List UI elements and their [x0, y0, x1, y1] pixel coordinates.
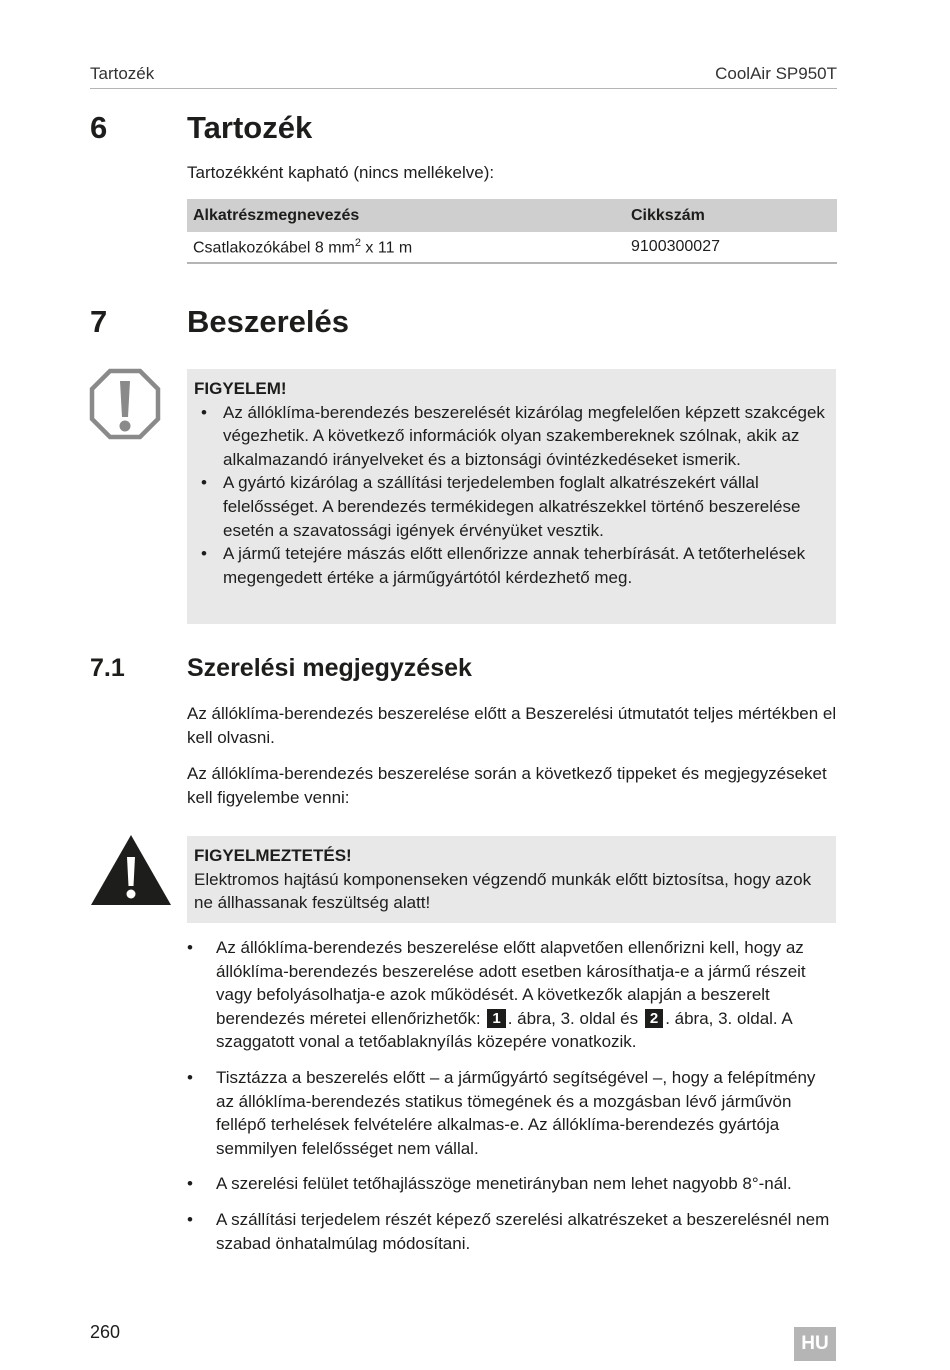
column-header-part-number: Cikkszám — [625, 199, 837, 232]
warning-notice — [187, 836, 836, 923]
list-item: • A jármű tetejére mászás előtt ellenőrizze annak teherbírását. A tetőterhelések megengedett értéke a járműgyártótól kérdezhető meg. — [194, 542, 828, 589]
column-header-part-name: Alkatrészmegnevezés — [187, 199, 625, 232]
section-7-1-title: Szerelési megjegyzések — [187, 654, 472, 682]
table-header-row — [187, 199, 837, 232]
warning-text: Elektromos hajtású komponenseken végzendő munkák előtt biztosítsa, hogy azok ne állhassanak feszültség alatt! — [194, 869, 812, 913]
part-name-superscript: 2 — [354, 236, 361, 249]
part-name-cell — [187, 232, 625, 263]
list-item: • A szerelési felület tetőhajlásszöge menetirányban nem lehet nagyobb 8°-nál. — [187, 1172, 837, 1196]
attention-octagon-icon — [89, 368, 161, 440]
note-text: . ábra, 3. oldal. A szaggatott vonal a tetőablaknyílás közepére vonatkozik. — [216, 1008, 792, 1052]
warning-title: FIGYELMEZTETÉS! — [194, 846, 352, 865]
section-7-1-number: 7.1 — [90, 654, 125, 682]
language-badge: HU — [794, 1327, 836, 1361]
chapter-6-number: 6 — [90, 110, 108, 145]
list-item: • Tisztázza a beszerelés előtt – a járműgyártó segítségével –, hogy a felépítmény az állóklíma-berendezés statikus tömegének és a mozgásban lévő járművön fellépő terhelések felvételére alkalmas-e. Az állóklíma-berendezés gyártója semmilyen felelősséget nem vállal. — [187, 1066, 837, 1160]
figure-ref-2: 2 — [645, 1009, 663, 1028]
attention-list — [194, 401, 828, 590]
page-number: 260 — [90, 1322, 121, 1342]
list-item: • A gyártó kizárólag a szállítási terjedelemben foglalt alkatrészekért vállal felelősséget. A berendezés termékidegen alkatrészekkel történő beszerelése esetén a szavatossági igények érvényüket vesztik. — [194, 471, 828, 542]
accessories-table — [187, 199, 837, 264]
table-row — [187, 232, 837, 263]
attention-title: FIGYELEM! — [194, 379, 287, 398]
note-text: . ábra, 3. oldal és — [507, 1008, 639, 1028]
part-number-cell: 9100300027 — [625, 232, 837, 263]
installation-notes-list — [187, 936, 837, 1267]
warning-triangle-icon — [89, 833, 173, 907]
accessories-intro: Tartozékként kapható (nincs mellékelve): — [187, 163, 495, 182]
list-item: • Az állóklíma-berendezés beszerelését kizárólag megfelelően képzett szakcégek végezhetik. A következő információk olyan szakembereknek szólnak, akik az alkalmazandó irányelveket és a biztonsági óvintézkedéseket ismerik. — [194, 401, 828, 472]
chapter-7-number: 7 — [90, 304, 108, 339]
section-paragraph-2: Az állóklíma-berendezés beszerelése során a következő tippeket és megjegyzéseket kell figyelembe venni: — [187, 764, 827, 807]
attention-notice — [187, 369, 836, 624]
figure-ref-1: 1 — [487, 1009, 505, 1028]
running-header-right: CoolAir SP950T — [715, 64, 837, 83]
chapter-6-title: Tartozék — [187, 110, 313, 145]
note-text: Az állóklíma-berendezés beszerelése előtt alapvetően ellenőrizni kell, hogy az állóklíma-berendezés beszerelése adott esetben károsíthatja-e a jármű részeit vagy befolyásolhatja-e azok működését. A következők alapján a beszerelt berendezés méretei ellenőrizhetők: — [216, 938, 806, 1028]
list-item — [187, 936, 837, 1054]
chapter-7-title: Beszerelés — [187, 304, 350, 339]
running-header-left: Tartozék — [90, 64, 155, 83]
header-rule — [90, 88, 837, 89]
part-name-suffix: x 11 m — [360, 239, 413, 257]
list-item: • A szállítási terjedelem részét képező szerelési alkatrészeket a beszerelésnél nem szabad önhatalmúlag módosítani. — [187, 1208, 837, 1255]
part-name-prefix: Csatlakozókábel 8 mm — [193, 239, 355, 257]
section-paragraph-1: Az állóklíma-berendezés beszerelése előtt a Beszerelési útmutatót teljes mértékben el kell olvasni. — [187, 704, 837, 747]
